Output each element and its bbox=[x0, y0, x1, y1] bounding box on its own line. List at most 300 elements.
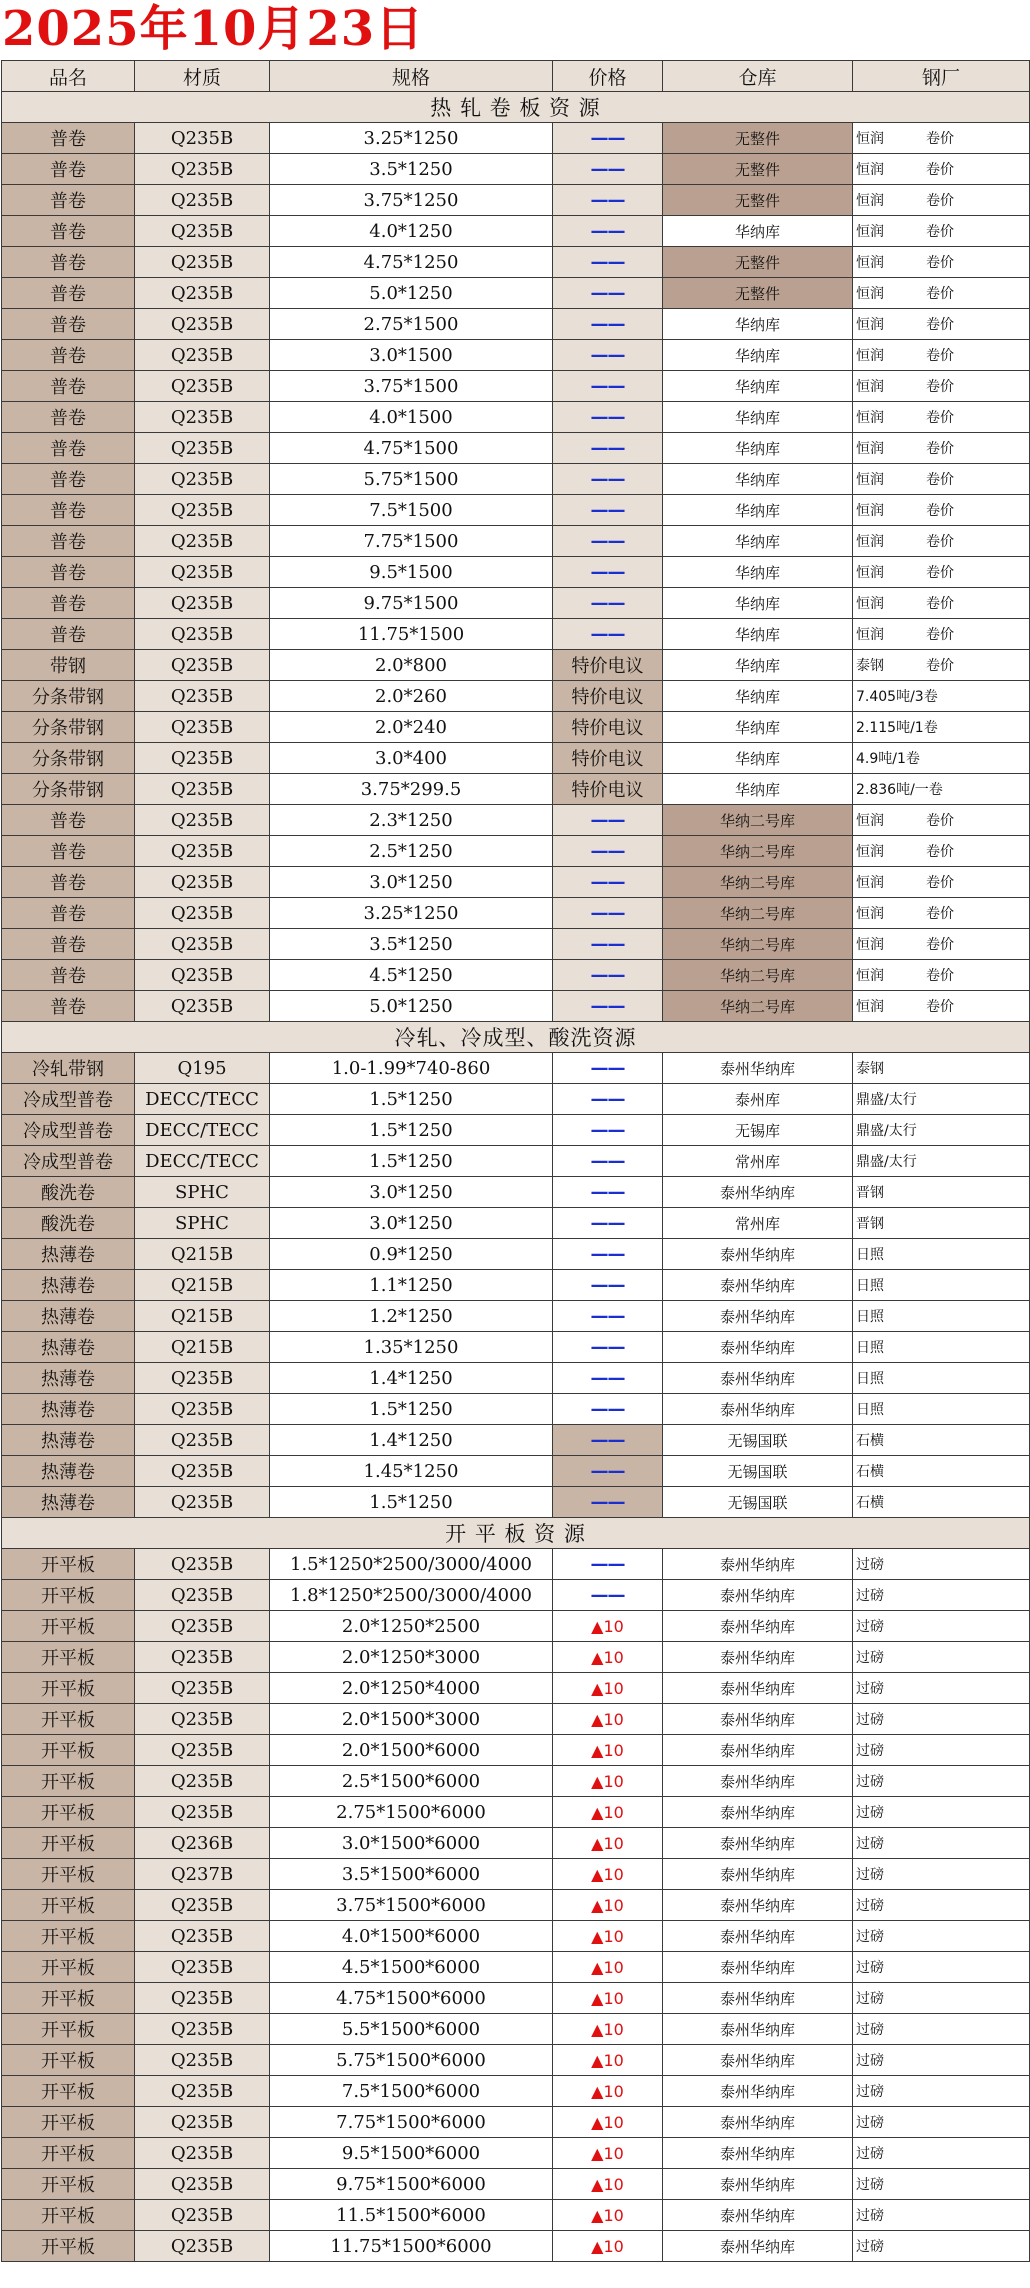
mill-name: 恒润 bbox=[856, 999, 884, 1015]
product-name-cell: 开平板 bbox=[2, 1890, 135, 1921]
material-cell: DECC/TECC bbox=[135, 1084, 270, 1115]
mill-cell bbox=[853, 495, 1030, 526]
mill-cell bbox=[853, 1611, 1030, 1642]
mill-name: 恒润 bbox=[856, 968, 884, 984]
mill-name: 恒润 bbox=[856, 906, 884, 922]
table-row bbox=[2, 123, 1030, 154]
mill-name: 过磅 bbox=[856, 2208, 884, 2224]
price-dash: —— bbox=[590, 530, 625, 552]
price-cell bbox=[553, 1580, 663, 1611]
spec-cell: 3.0*400 bbox=[270, 743, 553, 774]
mill-cell bbox=[853, 309, 1030, 340]
price-special-text: 特价电议 bbox=[571, 749, 644, 770]
price-cell bbox=[553, 2014, 663, 2045]
mill-name: 恒润 bbox=[856, 441, 884, 457]
mill-name: 恒润 bbox=[856, 286, 884, 302]
warehouse-cell: 泰州华纳库 bbox=[663, 2169, 853, 2200]
table-row bbox=[2, 402, 1030, 433]
mill-name: 2.115吨/1卷 bbox=[856, 720, 938, 736]
mill-cell bbox=[853, 960, 1030, 991]
price-cell bbox=[553, 1828, 663, 1859]
table-row bbox=[2, 433, 1030, 464]
material-cell: Q235B bbox=[135, 123, 270, 154]
table-row bbox=[2, 1425, 1030, 1456]
price-cell bbox=[553, 526, 663, 557]
table-row bbox=[2, 309, 1030, 340]
spec-cell: 1.1*1250 bbox=[270, 1270, 553, 1301]
section-header-row bbox=[2, 1518, 1030, 1549]
warehouse-cell: 华纳库 bbox=[663, 712, 853, 743]
product-name-cell: 冷成型普卷 bbox=[2, 1115, 135, 1146]
spec-cell: 2.5*1500*6000 bbox=[270, 1766, 553, 1797]
spec-cell: 3.5*1250 bbox=[270, 929, 553, 960]
product-name-cell: 普卷 bbox=[2, 278, 135, 309]
price-cell bbox=[553, 1363, 663, 1394]
table-row bbox=[2, 681, 1030, 712]
price-dash: —— bbox=[590, 406, 625, 428]
table-row bbox=[2, 2169, 1030, 2200]
price-dash: —— bbox=[590, 840, 625, 862]
mill-name: 过磅 bbox=[856, 2146, 884, 2162]
mill-cell bbox=[853, 2200, 1030, 2231]
mill-price-basis: 卷价 bbox=[926, 999, 954, 1015]
spec-cell: 4.5*1250 bbox=[270, 960, 553, 991]
mill-name: 恒润 bbox=[856, 410, 884, 426]
warehouse-cell: 泰州华纳库 bbox=[663, 1673, 853, 1704]
material-cell: Q235B bbox=[135, 1983, 270, 2014]
warehouse-cell: 泰州华纳库 bbox=[663, 1952, 853, 1983]
mill-cell bbox=[853, 1084, 1030, 1115]
product-name-cell: 分条带钢 bbox=[2, 712, 135, 743]
spec-cell: 2.0*1250*3000 bbox=[270, 1642, 553, 1673]
price-up-value: ▲10 bbox=[591, 1647, 624, 1667]
mill-name: 恒润 bbox=[856, 317, 884, 333]
price-cell bbox=[553, 278, 663, 309]
mill-name: 恒润 bbox=[856, 627, 884, 643]
material-cell: Q235B bbox=[135, 1952, 270, 1983]
price-cell bbox=[553, 867, 663, 898]
product-name-cell: 普卷 bbox=[2, 805, 135, 836]
price-dash: —— bbox=[590, 1150, 625, 1172]
product-name-cell: 分条带钢 bbox=[2, 774, 135, 805]
table-row bbox=[2, 1394, 1030, 1425]
price-cell bbox=[553, 495, 663, 526]
spec-cell: 2.0*240 bbox=[270, 712, 553, 743]
warehouse-cell: 泰州华纳库 bbox=[663, 1549, 853, 1580]
product-name-cell: 热薄卷 bbox=[2, 1425, 135, 1456]
price-dash: —— bbox=[590, 313, 625, 335]
price-up-value: ▲10 bbox=[591, 1771, 624, 1791]
mill-price-basis: 卷价 bbox=[926, 968, 954, 984]
mill-cell bbox=[853, 2014, 1030, 2045]
price-cell bbox=[553, 247, 663, 278]
price-cell bbox=[553, 1642, 663, 1673]
mill-cell bbox=[853, 154, 1030, 185]
mill-cell bbox=[853, 650, 1030, 681]
mill-name: 恒润 bbox=[856, 348, 884, 364]
warehouse-cell: 华纳库 bbox=[663, 495, 853, 526]
mill-cell bbox=[853, 1456, 1030, 1487]
price-up-value: ▲10 bbox=[591, 2081, 624, 2101]
mill-cell bbox=[853, 1301, 1030, 1332]
mill-price-basis: 卷价 bbox=[926, 844, 954, 860]
material-cell: Q235B bbox=[135, 1673, 270, 1704]
price-cell bbox=[553, 1115, 663, 1146]
product-name-cell: 分条带钢 bbox=[2, 743, 135, 774]
price-cell bbox=[553, 1146, 663, 1177]
mill-cell bbox=[853, 1549, 1030, 1580]
price-up-value: ▲10 bbox=[591, 1740, 624, 1760]
inventory-table bbox=[1, 60, 1030, 2262]
section-header-row bbox=[2, 1022, 1030, 1053]
price-dash: —— bbox=[590, 623, 625, 645]
price-dash: —— bbox=[590, 1367, 625, 1389]
mill-name: 过磅 bbox=[856, 2239, 884, 2255]
spec-cell: 7.75*1500*6000 bbox=[270, 2107, 553, 2138]
spec-cell: 9.75*1500*6000 bbox=[270, 2169, 553, 2200]
mill-name: 过磅 bbox=[856, 1557, 884, 1573]
product-name-cell: 开平板 bbox=[2, 2231, 135, 2262]
mill-price-basis: 卷价 bbox=[926, 503, 954, 519]
col-header-price: 价格 bbox=[553, 61, 663, 92]
warehouse-cell: 泰州华纳库 bbox=[663, 1270, 853, 1301]
price-special-text: 特价电议 bbox=[571, 687, 644, 708]
mill-cell bbox=[853, 805, 1030, 836]
spec-cell: 1.5*1250*2500/3000/4000 bbox=[270, 1549, 553, 1580]
spec-cell: 3.75*299.5 bbox=[270, 774, 553, 805]
price-dash: —— bbox=[590, 1553, 625, 1575]
material-cell: Q215B bbox=[135, 1301, 270, 1332]
material-cell: Q235B bbox=[135, 1704, 270, 1735]
mill-name: 恒润 bbox=[856, 255, 884, 271]
mill-price-basis: 卷价 bbox=[926, 813, 954, 829]
product-name-cell: 普卷 bbox=[2, 991, 135, 1022]
mill-cell bbox=[853, 557, 1030, 588]
spec-cell: 1.4*1250 bbox=[270, 1425, 553, 1456]
material-cell: Q235B bbox=[135, 1611, 270, 1642]
product-name-cell: 开平板 bbox=[2, 2200, 135, 2231]
material-cell: Q235B bbox=[135, 960, 270, 991]
table-row bbox=[2, 1270, 1030, 1301]
material-cell: Q235B bbox=[135, 464, 270, 495]
spec-cell: 1.35*1250 bbox=[270, 1332, 553, 1363]
spec-cell: 5.5*1500*6000 bbox=[270, 2014, 553, 2045]
warehouse-cell: 华纳库 bbox=[663, 619, 853, 650]
mill-cell bbox=[853, 402, 1030, 433]
mill-cell bbox=[853, 278, 1030, 309]
price-dash: —— bbox=[590, 1212, 625, 1234]
warehouse-cell: 华纳库 bbox=[663, 216, 853, 247]
warehouse-cell: 泰州华纳库 bbox=[663, 1828, 853, 1859]
price-cell bbox=[553, 1859, 663, 1890]
table-row bbox=[2, 1053, 1030, 1084]
spec-cell: 1.5*1250 bbox=[270, 1394, 553, 1425]
mill-name: 过磅 bbox=[856, 2022, 884, 2038]
product-name-cell: 开平板 bbox=[2, 2014, 135, 2045]
warehouse-cell: 泰州华纳库 bbox=[663, 1704, 853, 1735]
section-header-row bbox=[2, 92, 1030, 123]
warehouse-cell: 华纳库 bbox=[663, 774, 853, 805]
mill-name: 晋钢 bbox=[856, 1185, 884, 1201]
material-cell: Q235B bbox=[135, 278, 270, 309]
mill-cell bbox=[853, 1983, 1030, 2014]
price-up-value: ▲10 bbox=[591, 1864, 624, 1884]
mill-name: 恒润 bbox=[856, 565, 884, 581]
table-row bbox=[2, 1239, 1030, 1270]
product-name-cell: 热薄卷 bbox=[2, 1394, 135, 1425]
material-cell: Q235B bbox=[135, 898, 270, 929]
spec-cell: 2.0*1500*3000 bbox=[270, 1704, 553, 1735]
mill-name: 过磅 bbox=[856, 1712, 884, 1728]
mill-price-basis: 卷价 bbox=[926, 627, 954, 643]
table-row bbox=[2, 2076, 1030, 2107]
warehouse-cell: 华纳库 bbox=[663, 340, 853, 371]
mill-cell bbox=[853, 1053, 1030, 1084]
spec-cell: 1.5*1250 bbox=[270, 1146, 553, 1177]
warehouse-cell: 泰州华纳库 bbox=[663, 2045, 853, 2076]
mill-name: 日照 bbox=[856, 1247, 884, 1263]
mill-name: 日照 bbox=[856, 1340, 884, 1356]
price-cell bbox=[553, 2138, 663, 2169]
table-row bbox=[2, 650, 1030, 681]
price-dash: —— bbox=[590, 995, 625, 1017]
price-cell bbox=[553, 712, 663, 743]
product-name-cell: 酸洗卷 bbox=[2, 1208, 135, 1239]
price-dash: —— bbox=[590, 375, 625, 397]
price-cell bbox=[553, 1332, 663, 1363]
table-row bbox=[2, 371, 1030, 402]
material-cell: Q235B bbox=[135, 1456, 270, 1487]
mill-name: 恒润 bbox=[856, 193, 884, 209]
table-row bbox=[2, 1611, 1030, 1642]
spec-cell: 2.0*1500*6000 bbox=[270, 1735, 553, 1766]
mill-cell bbox=[853, 1363, 1030, 1394]
product-name-cell: 开平板 bbox=[2, 1673, 135, 1704]
price-dash: —— bbox=[590, 1305, 625, 1327]
material-cell: Q235B bbox=[135, 2045, 270, 2076]
price-cell bbox=[553, 1394, 663, 1425]
mill-cell bbox=[853, 1766, 1030, 1797]
price-up-value: ▲10 bbox=[591, 1895, 624, 1915]
product-name-cell: 普卷 bbox=[2, 929, 135, 960]
price-cell bbox=[553, 216, 663, 247]
warehouse-cell: 华纳库 bbox=[663, 743, 853, 774]
price-dash: —— bbox=[590, 1181, 625, 1203]
mill-cell bbox=[853, 247, 1030, 278]
material-cell: Q235B bbox=[135, 154, 270, 185]
spec-cell: 3.75*1500 bbox=[270, 371, 553, 402]
mill-name: 7.405吨/3卷 bbox=[856, 689, 938, 705]
product-name-cell: 普卷 bbox=[2, 526, 135, 557]
mill-price-basis: 卷价 bbox=[926, 317, 954, 333]
price-cell bbox=[553, 805, 663, 836]
warehouse-cell: 无整件 bbox=[663, 123, 853, 154]
price-cell bbox=[553, 2200, 663, 2231]
mill-cell bbox=[853, 743, 1030, 774]
mill-cell bbox=[853, 2107, 1030, 2138]
mill-cell bbox=[853, 1208, 1030, 1239]
material-cell: DECC/TECC bbox=[135, 1146, 270, 1177]
price-up-value: ▲10 bbox=[591, 1833, 624, 1853]
material-cell: Q235B bbox=[135, 371, 270, 402]
price-special-text: 特价电议 bbox=[571, 780, 644, 801]
product-name-cell: 普卷 bbox=[2, 433, 135, 464]
price-up-value: ▲10 bbox=[591, 2112, 624, 2132]
mill-name: 鼎盛/太行 bbox=[856, 1154, 917, 1170]
product-name-cell: 开平板 bbox=[2, 2138, 135, 2169]
mill-cell bbox=[853, 464, 1030, 495]
mill-name: 石横 bbox=[856, 1495, 884, 1511]
warehouse-cell: 华纳二号库 bbox=[663, 805, 853, 836]
mill-cell bbox=[853, 216, 1030, 247]
price-dash: —— bbox=[590, 592, 625, 614]
product-name-cell: 热薄卷 bbox=[2, 1301, 135, 1332]
spec-cell: 3.5*1250 bbox=[270, 154, 553, 185]
spec-cell: 1.2*1250 bbox=[270, 1301, 553, 1332]
warehouse-cell: 华纳二号库 bbox=[663, 836, 853, 867]
mill-cell bbox=[853, 1797, 1030, 1828]
product-name-cell: 开平板 bbox=[2, 1921, 135, 1952]
spec-cell: 7.75*1500 bbox=[270, 526, 553, 557]
price-dash: —— bbox=[590, 1460, 625, 1482]
product-name-cell: 普卷 bbox=[2, 340, 135, 371]
product-name-cell: 普卷 bbox=[2, 588, 135, 619]
mill-cell bbox=[853, 185, 1030, 216]
material-cell: Q235B bbox=[135, 929, 270, 960]
price-dash: —— bbox=[590, 468, 625, 490]
spec-cell: 4.5*1500*6000 bbox=[270, 1952, 553, 1983]
warehouse-cell: 无锡国联 bbox=[663, 1456, 853, 1487]
spec-cell: 11.75*1500*6000 bbox=[270, 2231, 553, 2262]
product-name-cell: 开平板 bbox=[2, 1611, 135, 1642]
table-row bbox=[2, 867, 1030, 898]
table-row bbox=[2, 464, 1030, 495]
mill-cell bbox=[853, 123, 1030, 154]
product-name-cell: 开平板 bbox=[2, 1766, 135, 1797]
material-cell: Q235B bbox=[135, 2107, 270, 2138]
warehouse-cell: 无锡国联 bbox=[663, 1425, 853, 1456]
mill-cell bbox=[853, 2045, 1030, 2076]
mill-cell bbox=[853, 1921, 1030, 1952]
mill-cell bbox=[853, 867, 1030, 898]
spec-cell: 5.0*1250 bbox=[270, 278, 553, 309]
price-cell bbox=[553, 898, 663, 929]
material-cell: Q235B bbox=[135, 867, 270, 898]
table-row bbox=[2, 278, 1030, 309]
price-cell bbox=[553, 681, 663, 712]
warehouse-cell: 无整件 bbox=[663, 247, 853, 278]
price-cell bbox=[553, 185, 663, 216]
warehouse-cell: 泰州华纳库 bbox=[663, 1735, 853, 1766]
price-cell bbox=[553, 2045, 663, 2076]
table-row bbox=[2, 2107, 1030, 2138]
mill-price-basis: 卷价 bbox=[926, 255, 954, 271]
spec-cell: 1.5*1250 bbox=[270, 1487, 553, 1518]
price-cell bbox=[553, 619, 663, 650]
price-dash: —— bbox=[590, 1243, 625, 1265]
price-dash: —— bbox=[590, 1088, 625, 1110]
col-header-mill: 钢厂 bbox=[853, 61, 1030, 92]
table-row bbox=[2, 1952, 1030, 1983]
table-row bbox=[2, 2014, 1030, 2045]
mill-name: 鼎盛/太行 bbox=[856, 1123, 917, 1139]
table-row bbox=[2, 1890, 1030, 1921]
product-name-cell: 开平板 bbox=[2, 1797, 135, 1828]
price-cell bbox=[553, 1673, 663, 1704]
spec-cell: 3.0*1250 bbox=[270, 867, 553, 898]
mill-price-basis: 卷价 bbox=[926, 565, 954, 581]
price-up-value: ▲10 bbox=[591, 1616, 624, 1636]
price-cell bbox=[553, 836, 663, 867]
mill-name: 过磅 bbox=[856, 1774, 884, 1790]
price-cell bbox=[553, 1301, 663, 1332]
table-row bbox=[2, 1859, 1030, 1890]
mill-name: 石横 bbox=[856, 1433, 884, 1449]
product-name-cell: 普卷 bbox=[2, 371, 135, 402]
warehouse-cell: 泰州华纳库 bbox=[663, 1363, 853, 1394]
price-cell bbox=[553, 433, 663, 464]
warehouse-cell: 泰州华纳库 bbox=[663, 1332, 853, 1363]
product-name-cell: 热薄卷 bbox=[2, 1487, 135, 1518]
material-cell: Q215B bbox=[135, 1332, 270, 1363]
product-name-cell: 普卷 bbox=[2, 185, 135, 216]
mill-cell bbox=[853, 929, 1030, 960]
price-cell bbox=[553, 464, 663, 495]
price-cell bbox=[553, 1704, 663, 1735]
price-cell bbox=[553, 1177, 663, 1208]
warehouse-cell: 常州库 bbox=[663, 1208, 853, 1239]
warehouse-cell: 泰州华纳库 bbox=[663, 1642, 853, 1673]
material-cell: Q235B bbox=[135, 433, 270, 464]
spec-cell: 3.0*1250 bbox=[270, 1208, 553, 1239]
mill-cell bbox=[853, 2076, 1030, 2107]
warehouse-cell: 华纳库 bbox=[663, 309, 853, 340]
mill-name: 恒润 bbox=[856, 596, 884, 612]
mill-cell bbox=[853, 1270, 1030, 1301]
mill-cell bbox=[853, 340, 1030, 371]
mill-name: 过磅 bbox=[856, 1650, 884, 1666]
product-name-cell: 普卷 bbox=[2, 867, 135, 898]
product-name-cell: 开平板 bbox=[2, 1859, 135, 1890]
material-cell: Q235B bbox=[135, 1363, 270, 1394]
material-cell: Q235B bbox=[135, 681, 270, 712]
spec-cell: 2.0*260 bbox=[270, 681, 553, 712]
product-name-cell: 分条带钢 bbox=[2, 681, 135, 712]
mill-name: 过磅 bbox=[856, 1929, 884, 1945]
material-cell: Q235B bbox=[135, 991, 270, 1022]
material-cell: Q235B bbox=[135, 2231, 270, 2262]
price-dash: —— bbox=[590, 282, 625, 304]
mill-name: 恒润 bbox=[856, 937, 884, 953]
product-name-cell: 普卷 bbox=[2, 402, 135, 433]
table-row bbox=[2, 1735, 1030, 1766]
page-title: 2025年10月23日 bbox=[2, 1, 425, 57]
material-cell: Q235B bbox=[135, 2076, 270, 2107]
product-name-cell: 开平板 bbox=[2, 2107, 135, 2138]
warehouse-cell: 华纳库 bbox=[663, 402, 853, 433]
price-up-value: ▲10 bbox=[591, 2236, 624, 2256]
mill-name: 过磅 bbox=[856, 1588, 884, 1604]
spec-cell: 9.5*1500*6000 bbox=[270, 2138, 553, 2169]
warehouse-cell: 泰州华纳库 bbox=[663, 2014, 853, 2045]
warehouse-cell: 常州库 bbox=[663, 1146, 853, 1177]
table-row bbox=[2, 1673, 1030, 1704]
spec-cell: 5.0*1250 bbox=[270, 991, 553, 1022]
table-row bbox=[2, 1084, 1030, 1115]
table-row bbox=[2, 1921, 1030, 1952]
mill-name: 过磅 bbox=[856, 1991, 884, 2007]
product-name-cell: 开平板 bbox=[2, 1952, 135, 1983]
